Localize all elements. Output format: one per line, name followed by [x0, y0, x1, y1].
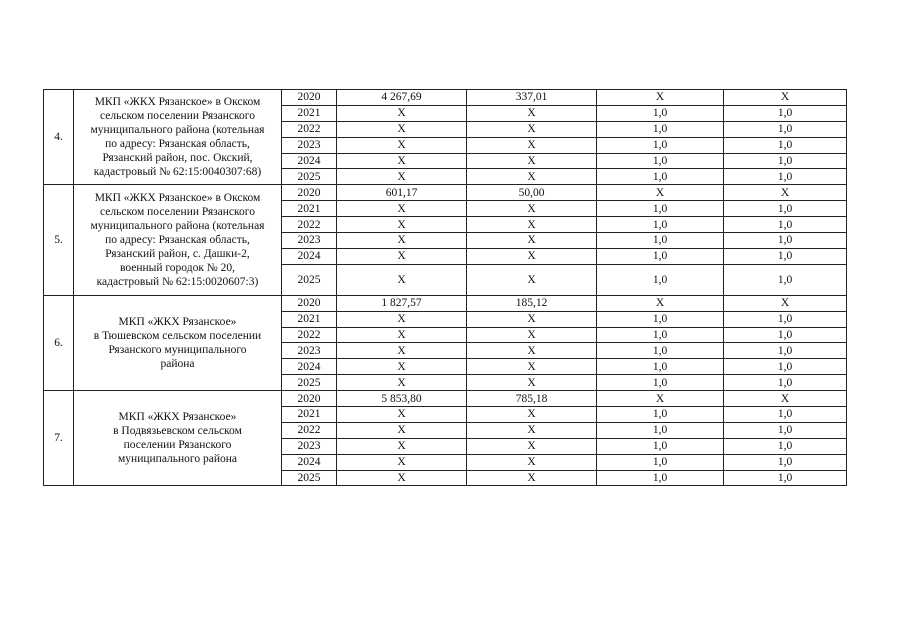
value-cell-4: 1,0	[724, 264, 847, 295]
year-cell: 2025	[282, 264, 337, 295]
value-cell-2: X	[467, 233, 597, 249]
table-row	[44, 295, 847, 311]
value-cell-4: 1,0	[724, 248, 847, 264]
year-cell: 2023	[282, 438, 337, 454]
value-cell-3: 1,0	[597, 407, 724, 423]
value-cell-4: X	[724, 90, 847, 106]
value-cell-2: X	[467, 121, 597, 137]
value-cell-4: 1,0	[724, 407, 847, 423]
row-number: 4.	[44, 90, 74, 185]
year-cell: 2024	[282, 248, 337, 264]
value-cell-2: X	[467, 327, 597, 343]
value-cell-4: 1,0	[724, 137, 847, 153]
organization-line: в Тюшевском сельском поселении	[93, 329, 262, 342]
value-cell-3: 1,0	[597, 454, 724, 470]
value-cell-4: 1,0	[724, 311, 847, 327]
organization-line: Рязанский район, с. Дашки-2,	[105, 248, 250, 261]
year-cell: 2023	[282, 233, 337, 249]
value-cell-3: 1,0	[597, 311, 724, 327]
value-cell-1: X	[337, 233, 467, 249]
year-cell: 2025	[282, 169, 337, 185]
year-cell: 2021	[282, 201, 337, 217]
value-cell-1: X	[337, 137, 467, 153]
value-cell-3: 1,0	[597, 375, 724, 391]
value-cell-1: 601,17	[337, 185, 467, 201]
value-cell-2: 185,12	[467, 295, 597, 311]
value-cell-2: X	[467, 438, 597, 454]
organization-line: сельском поселении Рязанского	[100, 110, 255, 123]
value-cell-2: X	[467, 264, 597, 295]
organization-line: муниципального района	[118, 453, 237, 466]
value-cell-4: 1,0	[724, 327, 847, 343]
value-cell-2: X	[467, 359, 597, 375]
year-cell: 2022	[282, 121, 337, 137]
value-cell-4: 1,0	[724, 454, 847, 470]
value-cell-4: 1,0	[724, 201, 847, 217]
value-cell-1: X	[337, 311, 467, 327]
table-row	[44, 90, 847, 106]
value-cell-2: 337,01	[467, 90, 597, 106]
value-cell-1: X	[337, 470, 467, 486]
value-cell-2: X	[467, 375, 597, 391]
organization-line: военный городок № 20,	[119, 262, 236, 275]
value-cell-2: X	[467, 201, 597, 217]
value-cell-1: X	[337, 169, 467, 185]
value-cell-1: X	[337, 407, 467, 423]
value-cell-1: X	[337, 327, 467, 343]
organization-line: поселении Рязанского	[123, 439, 232, 452]
value-cell-2: X	[467, 248, 597, 264]
organization-description	[74, 391, 282, 486]
value-cell-3: 1,0	[597, 264, 724, 295]
year-cell: 2020	[282, 391, 337, 407]
value-cell-2: X	[467, 217, 597, 233]
value-cell-2: X	[467, 470, 597, 486]
value-cell-2: X	[467, 169, 597, 185]
organization-line: МКП «ЖКХ Рязанское» в Окском	[94, 192, 261, 205]
value-cell-4: 1,0	[724, 470, 847, 486]
organization-line: в Подвязьевском сельском	[113, 425, 242, 438]
value-cell-3: 1,0	[597, 121, 724, 137]
value-cell-4: 1,0	[724, 105, 847, 121]
year-cell: 2021	[282, 311, 337, 327]
value-cell-2: X	[467, 454, 597, 470]
value-cell-4: 1,0	[724, 233, 847, 249]
value-cell-2: X	[467, 105, 597, 121]
value-cell-4: 1,0	[724, 217, 847, 233]
value-cell-4: X	[724, 185, 847, 201]
value-cell-1: X	[337, 438, 467, 454]
value-cell-2: X	[467, 422, 597, 438]
value-cell-1: 1 827,57	[337, 295, 467, 311]
value-cell-3: X	[597, 391, 724, 407]
organization-line: Рязанского муниципального	[108, 343, 247, 356]
value-cell-1: X	[337, 422, 467, 438]
organization-description	[74, 295, 282, 390]
value-cell-4: 1,0	[724, 375, 847, 391]
value-cell-4: 1,0	[724, 153, 847, 169]
year-cell: 2024	[282, 359, 337, 375]
value-cell-3: 1,0	[597, 217, 724, 233]
value-cell-3: 1,0	[597, 343, 724, 359]
year-cell: 2024	[282, 153, 337, 169]
value-cell-2: X	[467, 137, 597, 153]
value-cell-3: 1,0	[597, 169, 724, 185]
value-cell-2: X	[467, 311, 597, 327]
organization-line: района	[160, 357, 195, 370]
organization-description	[74, 185, 282, 295]
value-cell-1: 4 267,69	[337, 90, 467, 106]
value-cell-4: 1,0	[724, 359, 847, 375]
organization-description	[74, 90, 282, 185]
year-cell: 2020	[282, 90, 337, 106]
value-cell-1: X	[337, 454, 467, 470]
year-cell: 2023	[282, 137, 337, 153]
value-cell-3: 1,0	[597, 359, 724, 375]
year-cell: 2021	[282, 407, 337, 423]
year-cell: 2022	[282, 422, 337, 438]
value-cell-1: X	[337, 105, 467, 121]
year-cell: 2025	[282, 470, 337, 486]
organization-line: по адресу: Рязанская область,	[105, 138, 250, 151]
row-number: 7.	[44, 391, 74, 486]
organization-line: МКП «ЖКХ Рязанское»	[118, 315, 237, 328]
year-cell: 2022	[282, 217, 337, 233]
value-cell-1: 5 853,80	[337, 391, 467, 407]
organization-line: МКП «ЖКХ Рязанское» в Окском	[94, 96, 261, 109]
year-cell: 2024	[282, 454, 337, 470]
year-cell: 2020	[282, 185, 337, 201]
organization-line: Рязанский район, пос. Окский,	[102, 152, 253, 165]
value-cell-1: X	[337, 217, 467, 233]
value-cell-2: X	[467, 153, 597, 169]
value-cell-3: X	[597, 295, 724, 311]
value-cell-4: 1,0	[724, 422, 847, 438]
value-cell-3: 1,0	[597, 105, 724, 121]
value-cell-1: X	[337, 248, 467, 264]
year-cell: 2022	[282, 327, 337, 343]
value-cell-3: 1,0	[597, 470, 724, 486]
value-cell-4: X	[724, 295, 847, 311]
value-cell-1: X	[337, 121, 467, 137]
value-cell-3: 1,0	[597, 422, 724, 438]
value-cell-3: X	[597, 90, 724, 106]
value-cell-2: 785,18	[467, 391, 597, 407]
value-cell-4: 1,0	[724, 343, 847, 359]
value-cell-3: 1,0	[597, 201, 724, 217]
value-cell-1: X	[337, 264, 467, 295]
value-cell-3: X	[597, 185, 724, 201]
value-cell-4: 1,0	[724, 169, 847, 185]
value-cell-2: 50,00	[467, 185, 597, 201]
organization-line: муниципального района (котельная	[90, 124, 265, 137]
organization-line: по адресу: Рязанская область,	[105, 234, 250, 247]
value-cell-3: 1,0	[597, 233, 724, 249]
value-cell-3: 1,0	[597, 438, 724, 454]
organization-line: кадастровый № 62:15:0040307:68)	[93, 166, 262, 179]
year-cell: 2023	[282, 343, 337, 359]
value-cell-1: X	[337, 375, 467, 391]
value-cell-1: X	[337, 153, 467, 169]
value-cell-3: 1,0	[597, 327, 724, 343]
value-cell-3: 1,0	[597, 248, 724, 264]
organization-line: муниципального района (котельная	[90, 220, 265, 233]
organization-line: МКП «ЖКХ Рязанское»	[118, 411, 237, 424]
table-row	[44, 185, 847, 201]
value-cell-4: X	[724, 391, 847, 407]
value-cell-4: 1,0	[724, 438, 847, 454]
value-cell-1: X	[337, 343, 467, 359]
year-cell: 2025	[282, 375, 337, 391]
value-cell-2: X	[467, 407, 597, 423]
year-cell: 2021	[282, 105, 337, 121]
value-cell-3: 1,0	[597, 137, 724, 153]
value-cell-2: X	[467, 343, 597, 359]
value-cell-1: X	[337, 359, 467, 375]
organization-line: кадастровый № 62:15:0020607:3)	[96, 276, 259, 289]
value-cell-3: 1,0	[597, 153, 724, 169]
table-row	[44, 391, 847, 407]
value-cell-4: 1,0	[724, 121, 847, 137]
organization-line: сельском поселении Рязанского	[100, 206, 255, 219]
value-cell-1: X	[337, 201, 467, 217]
row-number: 6.	[44, 295, 74, 390]
row-number: 5.	[44, 185, 74, 295]
data-table	[43, 89, 847, 486]
year-cell: 2020	[282, 295, 337, 311]
